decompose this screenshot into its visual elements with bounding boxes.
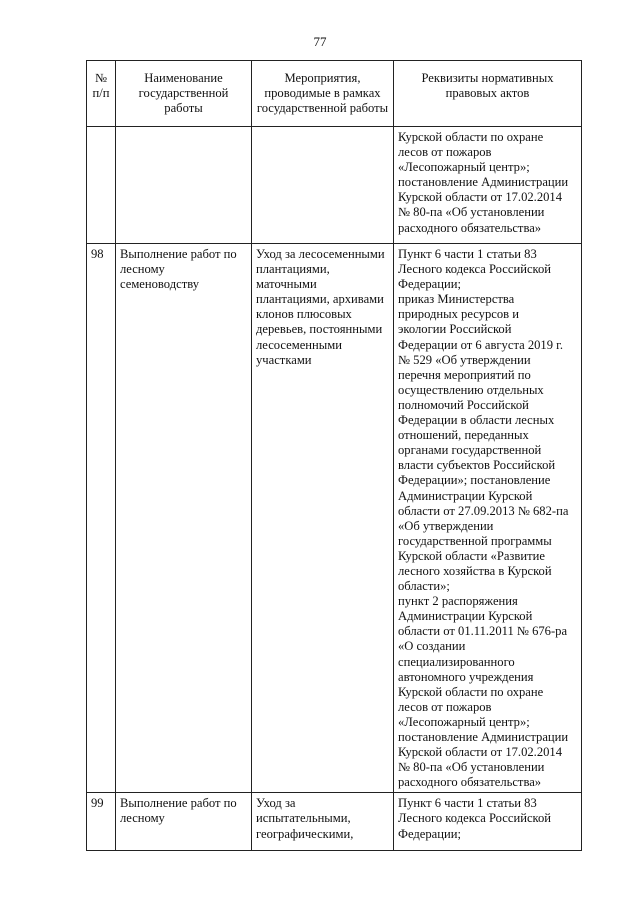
- text-line: правовых актов: [445, 86, 530, 101]
- text-line: экологии Российской: [398, 322, 512, 337]
- row-work-name: [116, 127, 252, 244]
- table-row: [87, 127, 582, 244]
- header-activities: [252, 61, 394, 127]
- text-line: проводимые в рамках: [264, 86, 381, 101]
- row-requisites: [394, 244, 582, 793]
- text-line: лесному: [120, 262, 165, 277]
- text-line: Уход за: [256, 796, 296, 811]
- text-line: семеноводству: [120, 277, 200, 292]
- text-line: Курской области от 17.02.2014: [398, 745, 563, 760]
- text-line: полномочий Российской: [398, 397, 529, 412]
- text-line: лесосеменными: [256, 337, 342, 352]
- text-line: лесному: [120, 811, 165, 826]
- text-line: Курской области «Развитие: [398, 548, 545, 563]
- row-work-name: [116, 793, 252, 851]
- text-line: перечня мероприятий по: [398, 367, 531, 382]
- header-work-name: [116, 61, 252, 127]
- row-requisites: [394, 127, 582, 244]
- text-line: отношений, переданных: [398, 428, 529, 443]
- row-activities: [252, 244, 394, 793]
- text-line: Федерации в области лесных: [398, 413, 555, 428]
- row-work-name: [116, 244, 252, 793]
- text-line: работы: [164, 101, 203, 116]
- row-number: 99: [87, 793, 116, 851]
- table-row: [87, 793, 582, 851]
- text-line: постановление Администрации: [398, 175, 569, 190]
- text-line: Выполнение работ по: [120, 247, 237, 261]
- text-line: Федерации»; постановление: [398, 473, 551, 488]
- text-line: п/п: [92, 86, 110, 101]
- text-line: приказ Министерства: [398, 292, 515, 307]
- text-line: Уход за лесосеменными: [256, 247, 385, 261]
- text-line: области от 27.09.2013 № 682-па: [398, 503, 569, 518]
- table-header-row: [87, 61, 582, 127]
- text-line: маточными: [256, 277, 317, 292]
- text-line: государственной работы: [256, 101, 389, 116]
- text-line: Федерации от 6 августа 2019 г.: [398, 337, 564, 352]
- text-line: власти субъектов Российской: [398, 458, 556, 473]
- table-row: [87, 244, 582, 793]
- text-line: лесного хозяйства в Курской: [398, 563, 552, 578]
- text-line: деревьев, постоянными: [256, 322, 383, 337]
- text-line: «Лесопожарный центр»;: [398, 160, 530, 175]
- text-line: области от 01.11.2011 № 676-ра: [398, 624, 568, 639]
- text-line: Курской области от 17.02.2014: [398, 190, 563, 205]
- text-line: «Об утверждении: [398, 518, 494, 533]
- text-line: «Лесопожарный центр»;: [398, 714, 530, 729]
- text-line: № 80-па «Об установлении: [398, 205, 545, 220]
- text-line: государственной: [138, 86, 229, 101]
- header-requisites: [394, 61, 582, 127]
- text-line: природных ресурсов и: [398, 307, 519, 322]
- text-line: № 80-па «Об установлении: [398, 760, 545, 775]
- text-line: Выполнение работ по: [120, 796, 237, 811]
- text-line: Администрации Курской: [398, 488, 533, 503]
- text-line: Пункт 6 части 1 статьи 83: [398, 796, 537, 811]
- text-line: Наименование: [144, 71, 223, 85]
- text-line: Пункт 6 части 1 статьи 83: [398, 247, 537, 261]
- text-line: участками: [256, 352, 312, 367]
- text-line: испытательными,: [256, 811, 351, 826]
- text-line: области»;: [398, 579, 450, 594]
- text-line: Федерации;: [398, 826, 461, 841]
- text-line: Курской области по охране: [398, 130, 544, 144]
- text-line: специализированного: [398, 654, 515, 669]
- row-number: 98: [87, 244, 116, 793]
- text-line: №: [94, 71, 108, 85]
- text-line: государственной программы: [398, 533, 552, 548]
- text-line: осуществлению отдельных: [398, 382, 544, 397]
- text-line: постановление Администрации: [398, 730, 569, 744]
- text-line: плантациями, архивами: [256, 292, 384, 307]
- page-number: 77: [313, 34, 327, 49]
- text-line: плантациями,: [256, 262, 330, 277]
- text-line: клонов плюсовых: [256, 307, 352, 322]
- text-line: Администрации Курской: [398, 609, 533, 624]
- text-line: лесов от пожаров: [398, 699, 492, 714]
- text-line: автономного учреждения: [398, 669, 534, 684]
- row-activities: [252, 793, 394, 851]
- text-line: лесов от пожаров: [398, 145, 492, 160]
- text-line: географическими,: [256, 826, 354, 841]
- text-line: органами государственной: [398, 443, 542, 458]
- text-line: Лесного кодекса Российской: [398, 262, 552, 277]
- text-line: расходного обязательства»: [398, 775, 542, 790]
- text-line: Лесного кодекса Российской: [398, 811, 552, 826]
- text-line: Реквизиты нормативных: [421, 71, 554, 85]
- row-number: [87, 127, 116, 244]
- row-activities: [252, 127, 394, 244]
- text-line: «О создании: [398, 639, 466, 654]
- text-line: пункт 2 распоряжения: [398, 594, 518, 609]
- row-requisites: [394, 793, 582, 851]
- text-line: Мероприятия,: [284, 71, 361, 85]
- text-line: Курской области по охране: [398, 684, 544, 699]
- text-line: расходного обязательства»: [398, 220, 542, 235]
- legal-acts-table: [86, 60, 582, 851]
- text-line: Федерации;: [398, 277, 461, 292]
- header-number: [87, 61, 116, 127]
- text-line: № 529 «Об утверждении: [398, 352, 531, 367]
